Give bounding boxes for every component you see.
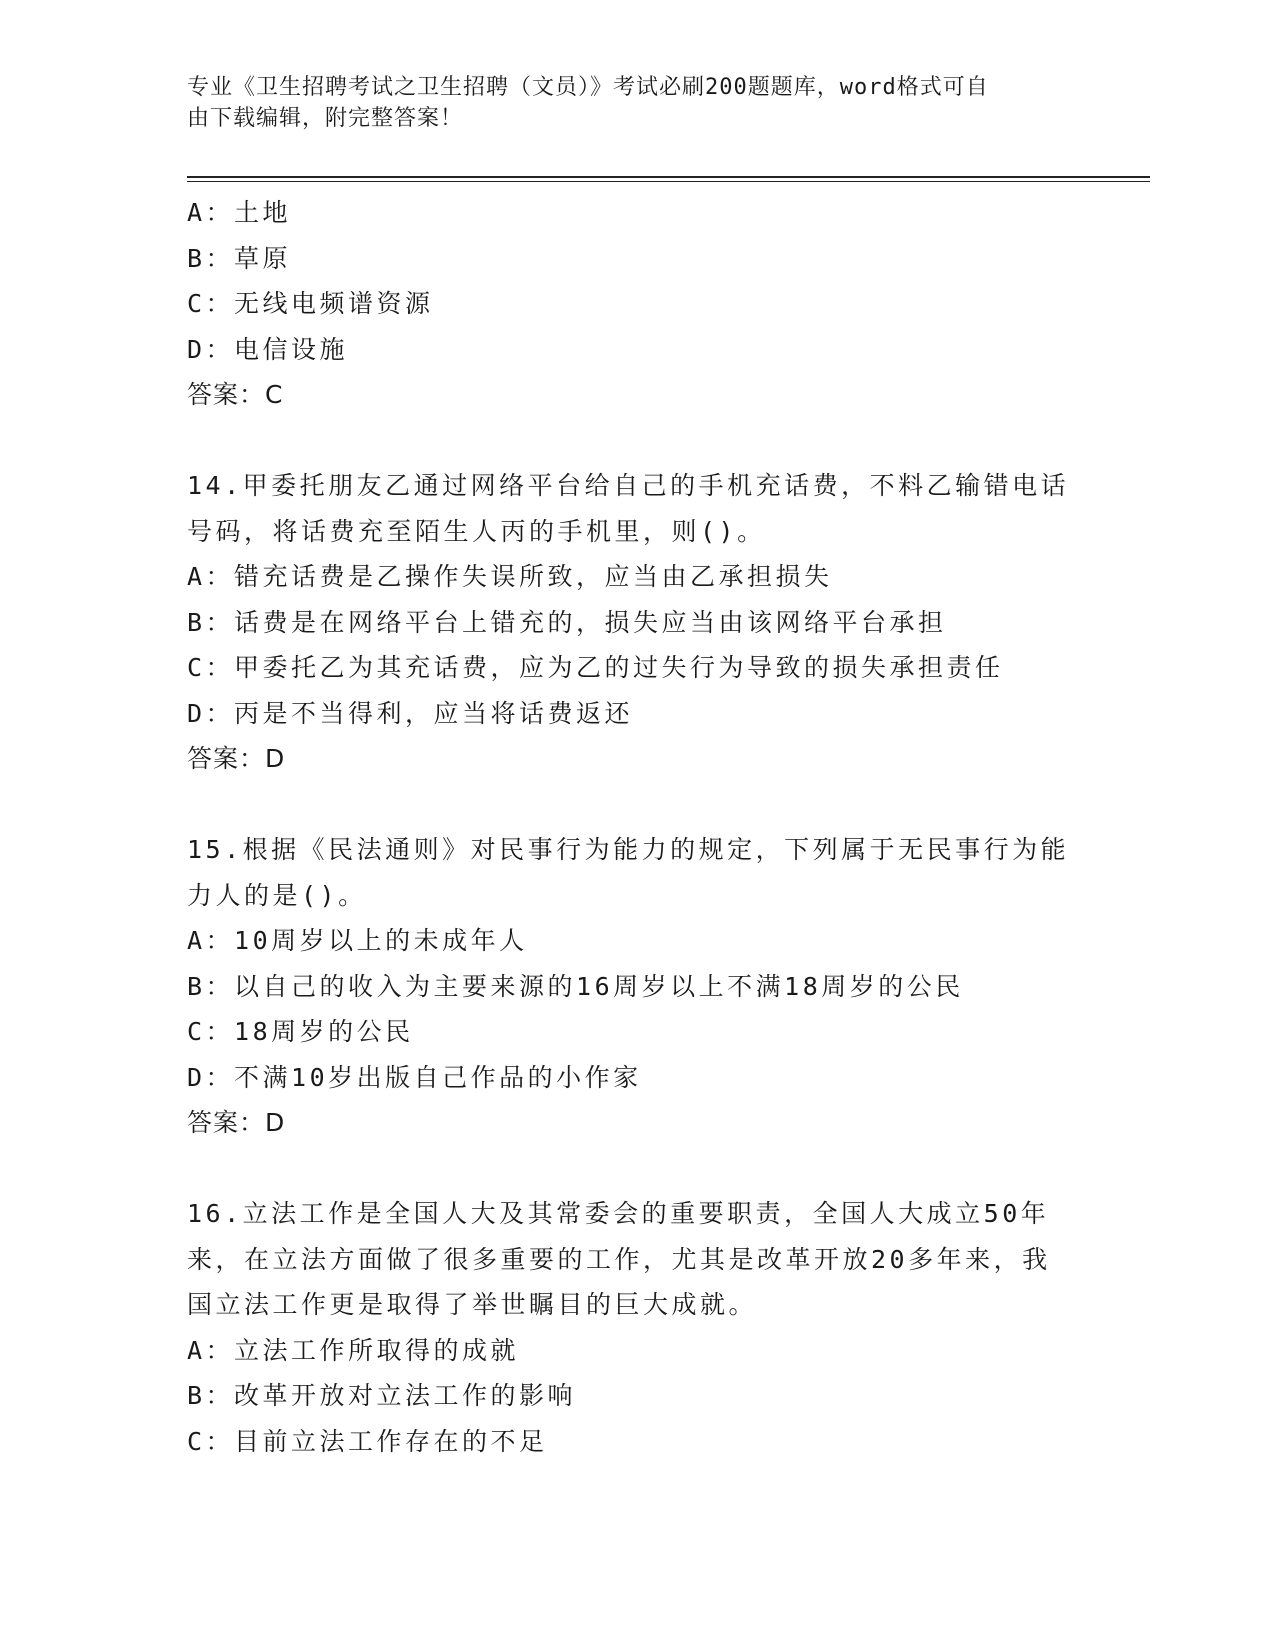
header-line-2: 由下载编辑，附完整答案！ <box>187 106 464 131</box>
q16-option-c: C：目前立法工作存在的不足 <box>187 1426 548 1456</box>
spacer <box>187 418 1067 464</box>
q15-option-a: A：10周岁以上的未成年人 <box>187 926 528 955</box>
q16-option-a: A：立法工作所取得的成就 <box>187 1335 520 1365</box>
question-16-block <box>187 1191 1067 1464</box>
q16-option-b: B：改革开放对立法工作的影响 <box>187 1381 577 1410</box>
q14-stem-line-1: 14.甲委托朋友乙通过网络平台给自己的手机充话费，不料乙输错电话 <box>187 471 1070 500</box>
q15-option-b: B：以自己的收入为主要来源的16周岁以上不满18周岁的公民 <box>187 971 964 1001</box>
question-13-block <box>187 190 1067 418</box>
header-line-1: 专业《卫生招聘考试之卫生招聘（文员）》考试必刷200题题库，word格式可自 <box>187 75 989 100</box>
question-14-block <box>187 463 1070 782</box>
document-header <box>187 72 1067 134</box>
q14-stem-line-2: 号码，将话费充至陌生人丙的手机里，则()。 <box>187 516 766 546</box>
question-15-block <box>187 827 1070 1146</box>
q16-stem-line-3: 国立法工作更是取得了举世瞩目的巨大成就。 <box>187 1290 758 1319</box>
q13-option-d: D：电信设施 <box>187 334 349 364</box>
spacer <box>187 782 1067 828</box>
q13-option-c: C：无线电频谱资源 <box>187 289 434 318</box>
q14-answer: 答案：D <box>187 744 286 773</box>
q15-option-d: D：不满10岁出版自己作品的小作家 <box>187 1062 642 1092</box>
q15-stem-line-2: 力人的是()。 <box>187 880 367 910</box>
q13-answer: 答案：C <box>187 380 284 409</box>
q15-answer: 答案：D <box>187 1108 286 1137</box>
q14-option-a: A：错充话费是乙操作失误所致，应当由乙承担损失 <box>187 562 833 591</box>
q13-option-b: B：草原 <box>187 243 292 273</box>
q14-option-b: B：话费是在网络平台上错充的，损失应当由该网络平台承担 <box>187 607 947 637</box>
q13-option-a: A：土地 <box>187 198 292 227</box>
q16-stem-line-2: 来，在立法方面做了很多重要的工作，尤其是改革开放20多年来，我 <box>187 1244 1051 1274</box>
question-content <box>187 190 1070 1464</box>
q15-stem-line-1: 15.根据《民法通则》对民事行为能力的规定，下列属于无民事行为能 <box>187 835 1070 864</box>
header-divider-thin <box>187 181 1150 182</box>
q16-stem-line-1: 16.立法工作是全国人大及其常委会的重要职责，全国人大成立50年 <box>187 1199 1050 1228</box>
spacer <box>187 1146 1067 1192</box>
q14-option-c: C：甲委托乙为其充话费，应为乙的过失行为导致的损失承担责任 <box>187 653 1004 682</box>
header-divider-thick <box>187 176 1150 178</box>
q14-option-d: D：丙是不当得利，应当将话费返还 <box>187 698 634 728</box>
q15-option-c: C：18周岁的公民 <box>187 1017 414 1046</box>
